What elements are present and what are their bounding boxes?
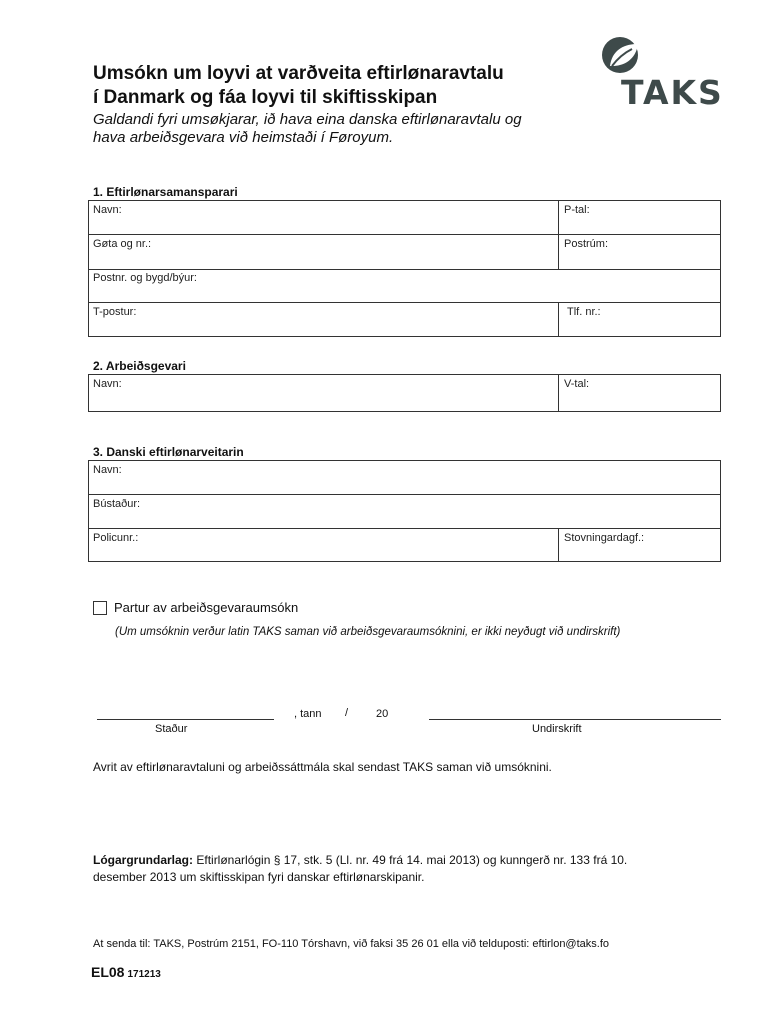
legal-text-1: Eftirlønarlógin § 17, stk. 5 (Ll. nr. 49 frá 14. mai 2013) og kunngerð nr. 133 frá 10.: [193, 853, 628, 867]
title-line-1: Umsókn um loyvi at varðveita eftirlønaravtalu: [93, 63, 504, 84]
employer-application-checkbox[interactable]: [93, 601, 107, 615]
leaf-icon: [600, 36, 650, 76]
row-divider: [89, 269, 720, 270]
section-1-title: 1. Eftirlønarsamansparari: [93, 185, 238, 199]
date-year: 20: [376, 708, 389, 720]
legal-text-2: desember 2013 um skiftisskipan fyri danskar eftirlønarskipanir.: [93, 870, 425, 884]
subtitle-line-2: hava arbeiðsgevara við heimstaði í Føroyum.: [93, 129, 394, 146]
section-2-form: [88, 374, 721, 412]
checkbox-note: (Um umsóknin verður latin TAKS saman við arbeiðsgevaraumsóknini, er ikki neyðugt við undirskrift): [115, 626, 621, 638]
legal-basis: [93, 852, 703, 886]
field-ptal[interactable]: P-tal:: [564, 204, 590, 216]
field-navn[interactable]: Navn:: [93, 204, 122, 216]
legal-line-1: [93, 852, 703, 869]
send-to-address: At senda til: TAKS, Postrúm 2151, FO-110 Tórshavn, við faksi 35 26 01 ella við telduposti: eftirlon@taks.fo: [93, 938, 610, 950]
form-code-label: EL08: [91, 964, 125, 980]
field-tpostur[interactable]: T-postur:: [93, 306, 137, 318]
section-3-title: 3. Danski eftirlønarveitarin: [93, 445, 244, 459]
field-gota[interactable]: Gøta og nr.:: [93, 238, 152, 250]
field-vtal[interactable]: V-tal:: [564, 378, 590, 390]
signature-line[interactable]: [429, 719, 721, 720]
subtitle-line-1: Galdandi fyri umsøkjarar, ið hava eina danska eftirlønaravtalu og: [93, 111, 522, 128]
date-slash: /: [345, 707, 349, 719]
column-divider: [558, 375, 559, 412]
column-divider: [558, 302, 559, 337]
page-title: [93, 62, 504, 110]
field-bustadur[interactable]: Bústaður:: [93, 498, 141, 510]
attachment-note: Avrit av eftirlønaravtaluni og arbeiðssáttmála skal sendast TAKS saman við umsóknini.: [93, 760, 552, 774]
section-2-title: 2. Arbeiðsgevari: [93, 359, 186, 373]
field-employer-navn[interactable]: Navn:: [93, 378, 122, 390]
field-policunr[interactable]: Policunr.:: [93, 532, 139, 544]
field-postnr[interactable]: Postnr. og bygd/býur:: [93, 272, 197, 284]
place-label: Staður: [155, 723, 188, 735]
row-divider: [89, 302, 720, 303]
form-code: [91, 964, 161, 982]
form-code-number: 171213: [127, 969, 161, 980]
page-subtitle: [93, 111, 522, 147]
checkbox-label: Partur av arbeiðsgevaraumsókn: [114, 600, 299, 615]
place-line[interactable]: [97, 719, 274, 720]
field-tlf[interactable]: Tlf. nr.:: [567, 306, 601, 318]
field-postrum[interactable]: Postrúm:: [564, 238, 609, 250]
title-line-2: í Danmark og fáa loyvi til skiftisskipan: [93, 87, 438, 108]
signature-label: Undirskrift: [532, 723, 582, 735]
taks-logo: [600, 36, 736, 110]
row-divider: [89, 234, 720, 235]
column-divider: [558, 201, 559, 269]
logo-text: TAKS: [621, 73, 724, 112]
field-provider-navn[interactable]: Navn:: [93, 464, 122, 476]
column-divider: [558, 528, 559, 562]
row-divider: [89, 528, 720, 529]
date-tann: , tann: [294, 708, 322, 720]
section-3-form: [88, 460, 721, 562]
legal-label: Lógargrundarlag:: [93, 853, 194, 867]
row-divider: [89, 494, 720, 495]
field-stovningardagf[interactable]: Stovningardagf.:: [564, 532, 645, 544]
section-1-form: [88, 200, 721, 337]
